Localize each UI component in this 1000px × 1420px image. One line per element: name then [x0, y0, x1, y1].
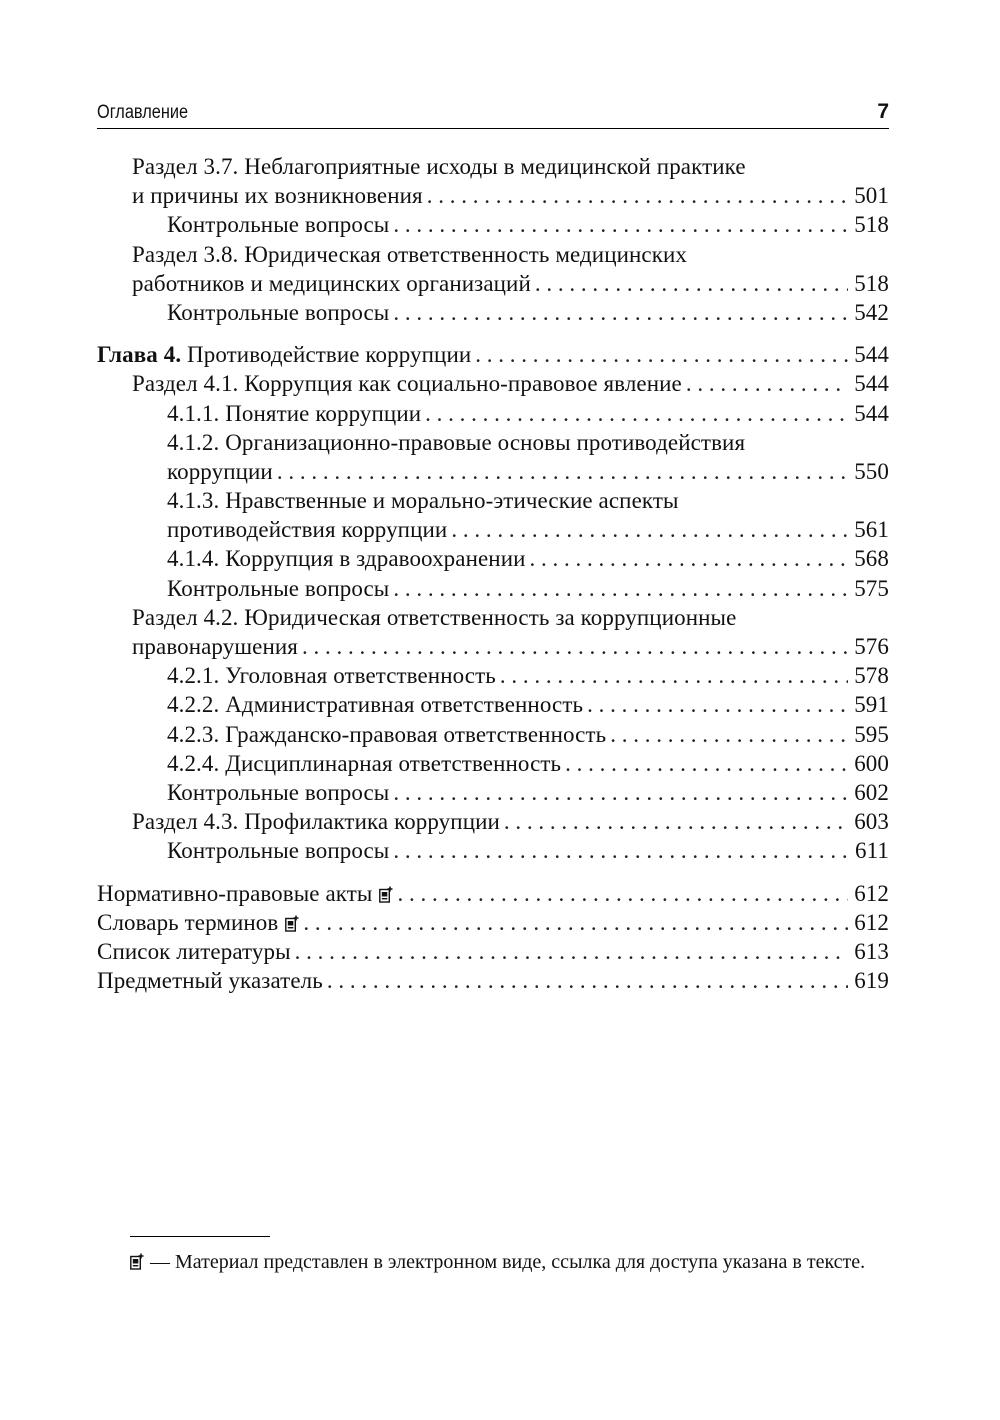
- toc-entry-title: [132, 181, 423, 210]
- toc-entry-title: [167, 720, 606, 749]
- toc-entry[interactable]: [97, 486, 889, 515]
- toc-entry[interactable]: [97, 879, 889, 908]
- toc-entry-text: 4.1.4. Коррупция в здравоохранении: [167, 546, 526, 572]
- dot-leader: [504, 807, 848, 836]
- toc-entry-title: [167, 515, 447, 544]
- dot-leader: [302, 632, 848, 661]
- toc-entry-title: [167, 486, 679, 515]
- toc-page-number: 611: [855, 838, 889, 864]
- toc-entry-text: правонарушения: [132, 634, 298, 659]
- dot-leader: [451, 515, 848, 544]
- toc-entry[interactable]: [97, 937, 889, 966]
- toc-entry-title: [132, 369, 682, 398]
- dot-leader: [530, 544, 849, 573]
- toc-page-number: 595: [854, 721, 889, 747]
- toc-entry-title: [167, 399, 421, 428]
- footnote: [130, 1248, 890, 1276]
- toc-entry-title: [167, 661, 496, 690]
- toc-entry[interactable]: [97, 240, 889, 269]
- toc-page-number: 613: [854, 938, 889, 964]
- toc-entry-title: [132, 632, 298, 661]
- toc-entry-text: Контрольные вопросы: [167, 575, 390, 601]
- toc-entry-text: 4.2.4. Дисциплинарная ответственность: [167, 750, 562, 776]
- toc-entry[interactable]: [97, 544, 889, 573]
- toc-entry-title: [97, 879, 393, 908]
- dot-leader: [277, 457, 848, 486]
- toc-entry[interactable]: [97, 603, 889, 632]
- toc-page-number: 561: [854, 517, 889, 543]
- toc-page-number: 602: [854, 779, 889, 805]
- toc-page-number: 568: [854, 546, 889, 572]
- toc-entry-text: 4.2.1. Уголовная ответственность: [167, 663, 496, 689]
- footnote-text: — Материал представлен в электронном виде, ссылка для доступа указана в тексте.: [150, 1251, 866, 1273]
- footnote-separator: [130, 1236, 270, 1237]
- toc-entry[interactable]: [97, 749, 889, 778]
- toc-entry-title: [167, 544, 526, 573]
- toc-entry-text: 4.1.3. Нравственные и морально-этические аспекты: [167, 488, 679, 514]
- toc-entry-title: [167, 778, 389, 807]
- header-page-number: 7: [877, 100, 889, 123]
- toc-page-number: 576: [854, 634, 889, 659]
- toc-entry-text: и причины их возникновения: [132, 183, 423, 209]
- toc-entry-text: Контрольные вопросы: [167, 299, 390, 325]
- toc-entry[interactable]: [97, 428, 889, 457]
- toc-entry-text: противодействия коррупции: [167, 517, 448, 543]
- dot-leader: [393, 778, 848, 807]
- toc-entry-title: [97, 340, 471, 369]
- toc-page-number: 544: [854, 342, 889, 368]
- dot-leader: [397, 879, 848, 908]
- toc-entry-text: Список литературы: [97, 938, 291, 964]
- dot-leader: [587, 690, 848, 719]
- toc-entry-text: Нормативно-правовые акты: [97, 880, 373, 906]
- toc-entry[interactable]: [97, 181, 889, 210]
- dot-leader: [393, 574, 848, 603]
- electronic-material-icon: [130, 1253, 144, 1270]
- toc-entry-title: [167, 749, 561, 778]
- toc-page-number: 544: [854, 371, 889, 397]
- header-title: Оглавление: [97, 102, 189, 123]
- toc-page-number: 542: [854, 299, 889, 325]
- dot-leader: [295, 937, 849, 966]
- toc-page-number: 619: [854, 968, 889, 994]
- toc-page-number: 501: [854, 183, 889, 209]
- toc-entry[interactable]: [97, 908, 889, 937]
- toc-entry-text: 4.2.2. Административная ответственность: [167, 692, 584, 718]
- toc-entry-title: [97, 966, 323, 995]
- toc-page-number: 612: [854, 909, 889, 935]
- toc-entry-title: [132, 240, 687, 269]
- toc-entry[interactable]: [97, 632, 889, 661]
- toc-entry[interactable]: [97, 152, 889, 181]
- toc-entry-title: [132, 152, 746, 181]
- dot-leader: [500, 661, 848, 690]
- toc-entry[interactable]: [97, 807, 889, 836]
- toc-entry-text: Словарь терминов: [97, 909, 279, 935]
- toc-entry-title: [167, 836, 389, 865]
- toc-entry[interactable]: [97, 457, 889, 486]
- toc-entry-text: Контрольные вопросы: [167, 838, 390, 864]
- dot-leader: [565, 749, 848, 778]
- toc-entry-text: Контрольные вопросы: [167, 212, 390, 238]
- toc-entry-title: [167, 298, 389, 327]
- toc-entry[interactable]: [97, 269, 889, 298]
- toc-entry[interactable]: [97, 720, 889, 749]
- toc-entry-title: [132, 603, 736, 632]
- toc-entry-title: [132, 269, 531, 298]
- toc-entry-title: [167, 690, 583, 719]
- dot-leader: [393, 210, 848, 239]
- toc-entry-title: [97, 908, 299, 937]
- toc-page-number: 603: [854, 809, 889, 835]
- dot-leader: [535, 269, 848, 298]
- toc-entry[interactable]: [97, 210, 889, 239]
- toc-entry-text: 4.1.1. Понятие коррупции: [167, 400, 422, 426]
- toc-entry-text: 4.2.3. Гражданско-правовая ответственность: [167, 721, 607, 747]
- toc-entry[interactable]: [97, 298, 889, 327]
- toc-entry-text: Контрольные вопросы: [167, 779, 390, 805]
- running-header: [97, 100, 889, 129]
- dot-leader: [610, 720, 848, 749]
- dot-leader: [425, 399, 848, 428]
- toc-entry-text: Раздел 3.7. Неблагоприятные исходы в медицинской практике: [132, 154, 746, 179]
- toc-entry-title: [132, 807, 500, 836]
- toc-entry-title: [167, 210, 389, 239]
- toc-page-number: 550: [854, 458, 889, 484]
- toc-page-number: 518: [854, 270, 889, 296]
- toc-entry[interactable]: [97, 966, 889, 995]
- toc-entry[interactable]: [97, 515, 889, 544]
- toc-page-number: 518: [854, 212, 889, 238]
- toc-entry[interactable]: [97, 778, 889, 807]
- toc-entry-title: [97, 937, 291, 966]
- toc-entry-text: коррупции: [167, 458, 273, 484]
- toc-entry-text: работников и медицинских организаций: [132, 270, 531, 296]
- toc-entry[interactable]: [97, 836, 889, 865]
- toc-page-number: 544: [854, 400, 889, 426]
- electronic-material-icon: [285, 915, 299, 932]
- toc-entry[interactable]: [97, 690, 889, 719]
- toc-entry-text: Раздел 4.1. Коррупция как социально-правовое явление: [132, 371, 682, 397]
- toc-page-number: 591: [854, 692, 889, 718]
- electronic-material-icon: [379, 886, 393, 903]
- toc-page-number: 578: [854, 663, 889, 689]
- toc-entry-text: Раздел 3.8. Юридическая ответственность медицинских: [132, 241, 688, 267]
- toc-page-number: 575: [854, 575, 889, 601]
- toc-entry[interactable]: [97, 399, 889, 428]
- toc-page-number: 612: [854, 880, 889, 906]
- dot-leader: [686, 369, 848, 398]
- dot-leader: [475, 340, 848, 369]
- dot-leader: [303, 908, 848, 937]
- toc-entry[interactable]: [97, 369, 889, 398]
- dot-leader: [393, 298, 848, 327]
- table-of-contents: [97, 152, 889, 995]
- toc-entry-text: 4.1.2. Организационно-правовые основы противодействия: [167, 429, 746, 455]
- chapter-label: Глава 4.: [97, 342, 182, 368]
- toc-entry[interactable]: [97, 574, 889, 603]
- dot-leader: [427, 181, 848, 210]
- toc-entry-text: Раздел 4.2. Юридическая ответственность за коррупционные: [132, 604, 737, 630]
- toc-entry-title: [167, 428, 745, 457]
- toc-entry-text: Противодействие коррупции: [181, 342, 472, 368]
- dot-leader: [327, 966, 848, 995]
- toc-entry-text: Раздел 4.3. Профилактика коррупции: [132, 809, 500, 835]
- toc-entry-text: Предметный указатель: [97, 968, 323, 994]
- dot-leader: [393, 836, 849, 865]
- toc-entry-title: [167, 457, 273, 486]
- toc-entry[interactable]: [97, 340, 889, 369]
- toc-page-number: 600: [854, 750, 889, 776]
- toc-entry[interactable]: [97, 661, 889, 690]
- toc-entry-title: [167, 574, 389, 603]
